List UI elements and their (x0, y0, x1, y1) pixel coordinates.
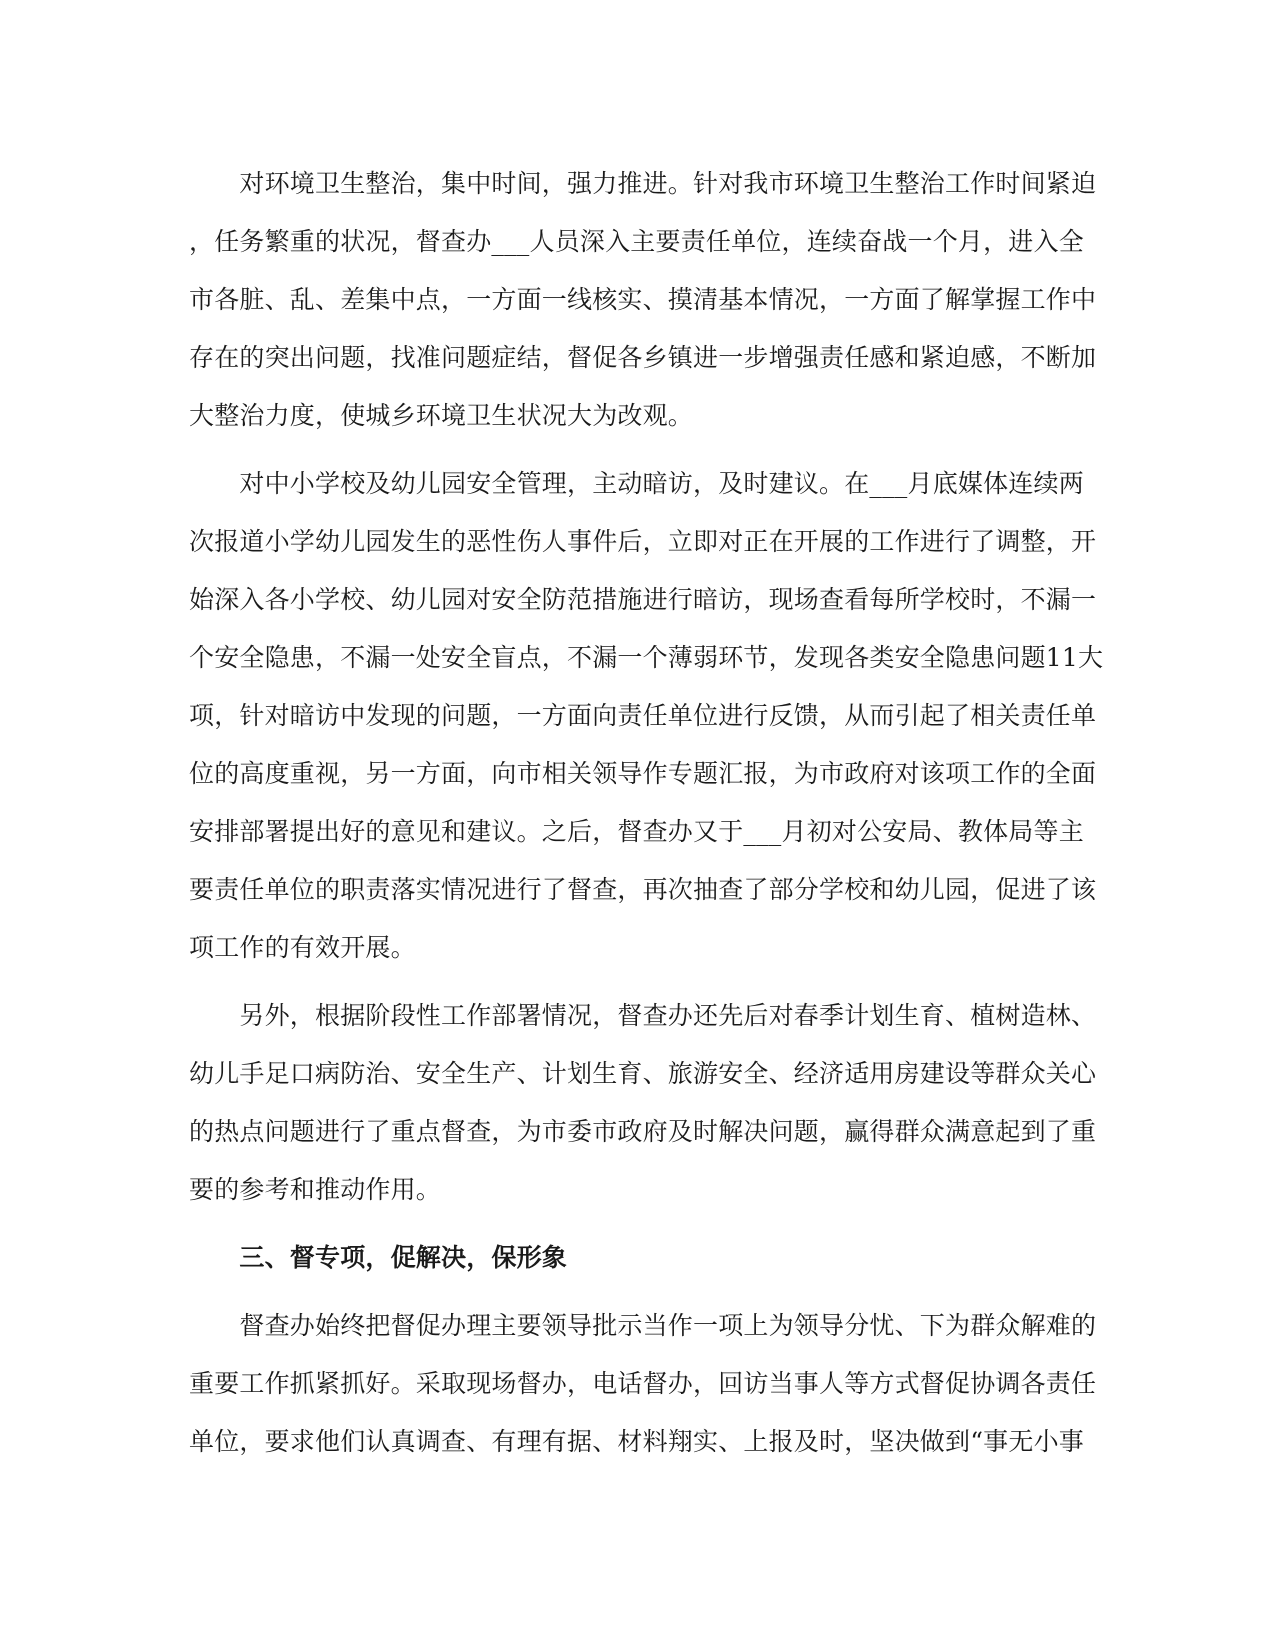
paragraph-3-line-2: 幼儿手足口病防治、安全生产、计划生育、旅游安全、经济适用房建设等群众关心 (189, 1059, 1097, 1088)
paragraph-3-line-3: 的热点问题进行了重点督查，为市委市政府及时解决问题，赢得群众满意起到了重 (189, 1117, 1097, 1146)
paragraph-4-line-3: 单位，要求他们认真调查、有理有据、材料翔实、上报及时，坚决做到“事无小事 (189, 1427, 1084, 1456)
section-heading-3: 三、督专项，促解决，保形象 (189, 1243, 568, 1272)
paragraph-4-line-1: 督查办始终把督促办理主要领导批示当作一项上为领导分忧、下为群众解难的 (189, 1311, 1097, 1340)
paragraph-1-line-4: 存在的突出问题，找准问题症结，督促各乡镇进一步增强责任感和紧迫感，不断加 (189, 343, 1097, 372)
paragraph-2-line-3: 始深入各小学校、幼儿园对安全防范措施进行暗访，现场查看每所学校时，不漏一 (189, 585, 1097, 614)
paragraph-2-line-4: 个安全隐患，不漏一处安全盲点，不漏一个薄弱环节，发现各类安全隐患问题11大 (189, 643, 1104, 672)
paragraph-2-line-1: 对中小学校及幼儿园安全管理，主动暗访，及时建议。在___月底媒体连续两 (189, 469, 1084, 498)
paragraph-1-line-3: 市各脏、乱、差集中点，一方面一线核实、摸清基本情况，一方面了解掌握工作中 (189, 285, 1097, 314)
paragraph-2-line-7: 安排部署提出好的意见和建议。之后，督查办又于___月初对公安局、教体局等主 (189, 817, 1084, 846)
paragraph-1-line-5: 大整治力度，使城乡环境卫生状况大为改观。 (189, 401, 694, 430)
paragraph-2-line-6: 位的高度重视，另一方面，向市相关领导作专题汇报，为市政府对该项工作的全面 (189, 759, 1097, 788)
paragraph-1-line-1: 对环境卫生整治，集中时间，强力推进。针对我市环境卫生整治工作时间紧迫 (189, 169, 1097, 198)
paragraph-4-line-2: 重要工作抓紧抓好。采取现场督办，电话督办，回访当事人等方式督促协调各责任 (189, 1369, 1097, 1398)
paragraph-2-line-9: 项工作的有效开展。 (189, 933, 416, 962)
paragraph-2-line-2: 次报道小学幼儿园发生的恶性伤人事件后，立即对正在开展的工作进行了调整，开 (189, 527, 1097, 556)
paragraph-3-line-4: 要的参考和推动作用。 (189, 1175, 442, 1204)
paragraph-2-line-5: 项，针对暗访中发现的问题，一方面向责任单位进行反馈，从而引起了相关责任单 (189, 701, 1097, 730)
paragraph-1-line-2: ，任务繁重的状况，督查办___人员深入主要责任单位，连续奋战一个月，进入全 (189, 227, 1084, 256)
paragraph-2-line-8: 要责任单位的职责落实情况进行了督查，再次抽查了部分学校和幼儿园，促进了该 (189, 875, 1097, 904)
paragraph-3-line-1: 另外，根据阶段性工作部署情况，督查办还先后对春季计划生育、植树造林、 (189, 1001, 1097, 1030)
